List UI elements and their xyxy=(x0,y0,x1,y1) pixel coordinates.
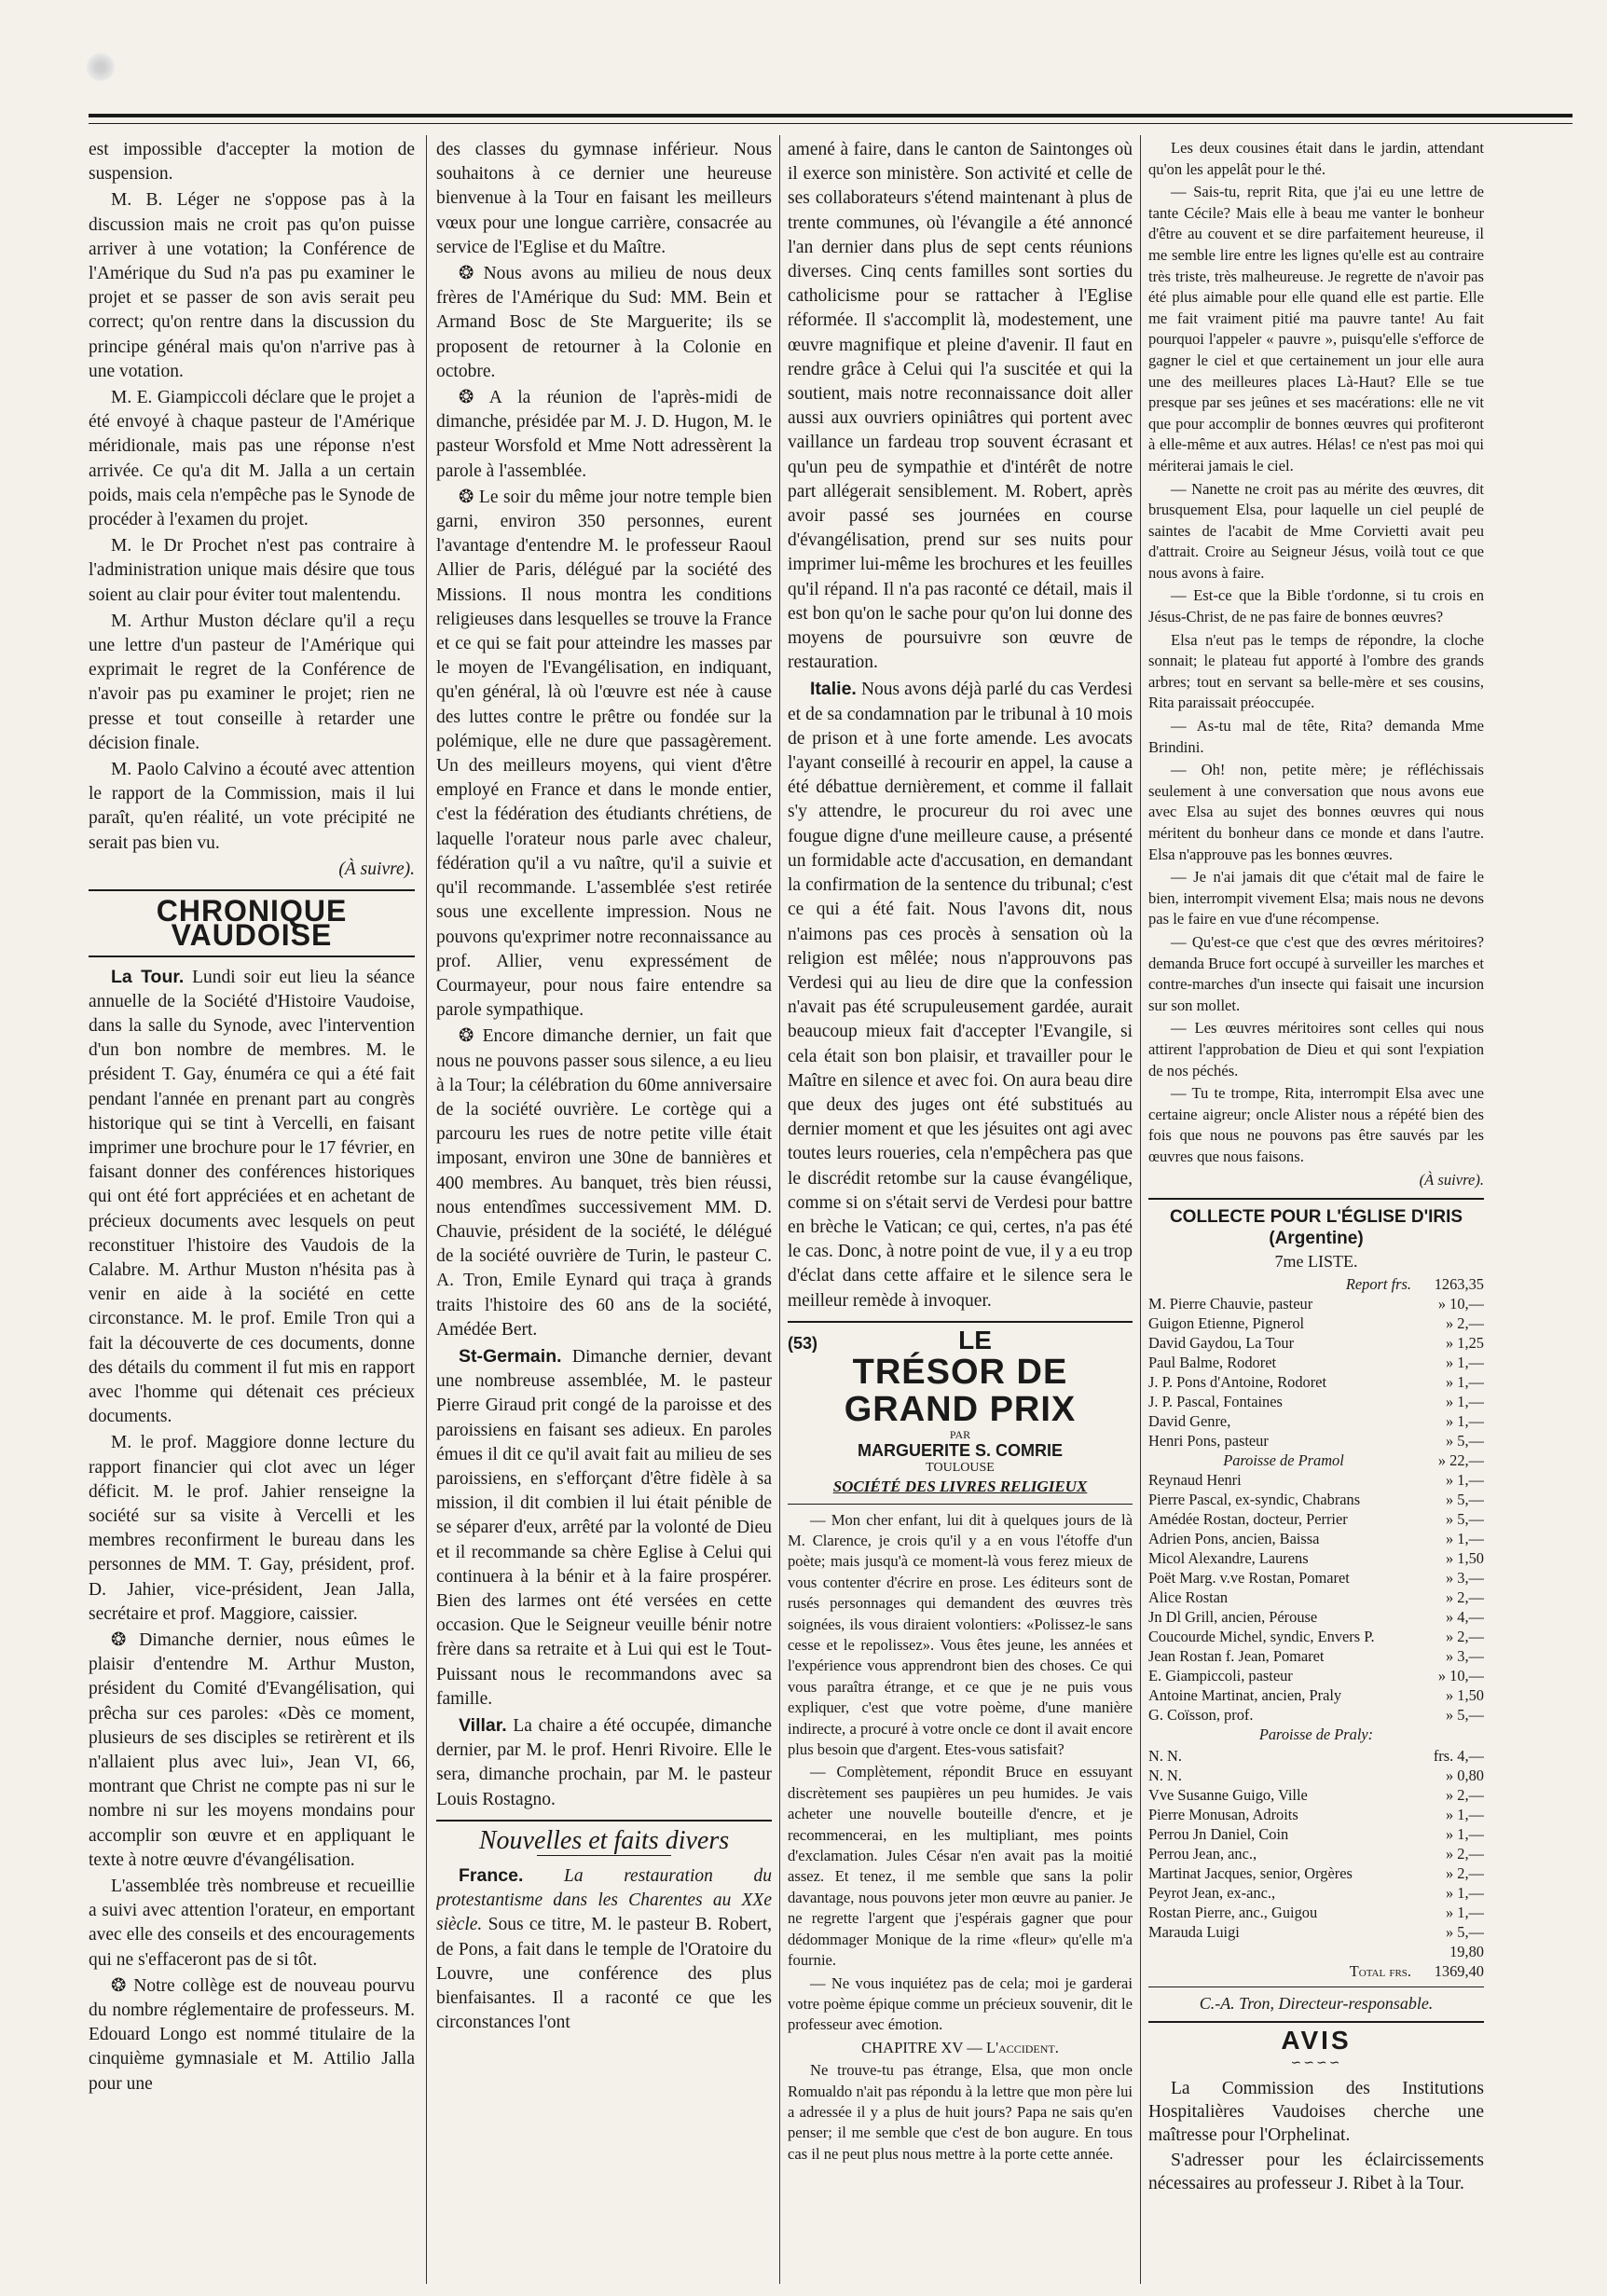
paragraph-text: La chaire a été occupée, dimanche dernier, par M. le prof. Henri Rivoire. Elle le sera, dimanche prochain, par M. le pasteur Louis Rostagno. xyxy=(436,1716,772,1809)
donor-row xyxy=(1148,1548,1484,1568)
donor-row xyxy=(1148,1903,1484,1922)
paragraph: — As-tu mal de tête, Rita? demanda Mme Brindini. xyxy=(1148,717,1484,756)
donor-row xyxy=(1148,1313,1484,1333)
donor-amount: » 3,— xyxy=(1446,1646,1484,1665)
place-label: La Tour. xyxy=(111,966,185,987)
paragraph: Ne trouve-tu pas étrange, Elsa, que mon oncle Romualdo n'ait pas répondu à la lettre que mon père lui a adressée il y a plus de huit jours? Papa ne sais qu'en penser; il me semble que c'est de bon augure. En tous cas il ne peut plus nous mettre à la porte cette année. xyxy=(788,2061,1133,2163)
section-rule xyxy=(89,889,415,891)
header-rule xyxy=(89,114,1573,117)
donor-row xyxy=(1148,1294,1484,1313)
total-row xyxy=(1148,1961,1484,1981)
donor-row xyxy=(1148,1863,1484,1883)
section-rule xyxy=(1148,1198,1484,1200)
donor-name: M. Pierre Chauvie, pasteur xyxy=(1148,1294,1313,1313)
paroisse-row xyxy=(1148,1450,1484,1470)
donor-row xyxy=(1148,1353,1484,1372)
donor-row xyxy=(1148,1607,1484,1627)
paragraph: — Qu'est-ce que c'est que des œvres méritoires? demanda Bruce fort occupé à surveiller les marches et contre-marches d'un insecte qui faisait une incursion sur son mollet. xyxy=(1148,932,1484,1014)
paragraph: — Mon cher enfant, lui dit à quelques jours de là M. Clarence, je crois qu'il y a en vous l'étoffe d'un poète; mais jusqu'à ce moment-là vous ferez mieux de vous contenter d'écrire en prose. Les éditeurs sont de rusés personnages qui demandent des œuvres très soignées, ils vous diraient volontiers: «Polissez-le sans cesse et le repolissez». Vous êtes jeune, les années et l'expérience vous apprendront bien des choses. Ce qui vous paraîtra étrange, et ce que je ne puis vous expliquer, c'est que votre poème, d'une manière indirecte, a procuré à votre oncle ce dont il avait encore plus besoin que d'argent. Etes-vous satisfait? xyxy=(788,1510,1133,1759)
donor-name: Vve Susanne Guigo, Ville xyxy=(1148,1785,1308,1804)
signature: C.-A. Tron, Directeur-responsable. xyxy=(1199,1993,1434,2013)
total-value: 1369,40 xyxy=(1434,1961,1484,1980)
donor-name: Paul Balme, Rodoret xyxy=(1148,1353,1277,1371)
feuilleton-publisher: SOCIÉTÉ DES LIVRES RELIGIEUX xyxy=(832,1478,1088,1496)
paragraph: — Tu te trompe, Rita, interrompit Elsa avec une certaine aigreur; oncle Alister nous a répété bien des fois que nous ne pouvons pas être sauvés par les œuvres que nous faisons. xyxy=(1148,1084,1484,1165)
column-divider xyxy=(426,135,427,2284)
place-label: Villar. xyxy=(459,1715,507,1736)
donor-row xyxy=(1148,1627,1484,1646)
donor-row xyxy=(1148,1490,1484,1509)
a-suivre: (À suivre). xyxy=(338,859,415,879)
donor-amount: » 5,— xyxy=(1446,1922,1484,1941)
feuilleton-par: PAR xyxy=(949,1428,971,1442)
donor-name: Poët Marg. v.ve Rostan, Pomaret xyxy=(1148,1568,1350,1587)
donor-amount: » 1,— xyxy=(1446,1372,1484,1391)
paragraph: M. E. Giampiccoli déclare que le projet a été envoyé à chaque pasteur de l'Amérique méridionale, mais pas une réponse n'est arrivée. Ce qu'a dit M. Jalla a un certain poids, mais cela n'empêche pas le Synode de procéder à l'examen du projet. xyxy=(89,388,415,530)
paragraph-text: Lundi soir eut lieu la séance annuelle de la Société d'Histoire Vaudoise, dans la salle du Synode, avec l'intervention d'un bon nombre de membres. M. le président T. Gay, énuméra ce qui a été fait pendant l'année en prenant part au congrès historique qui se tint à Vercelli, en faisant imprimer une brochure pour le 17 février, en faisant donner des conférences historiques qui ont été fort appréciées et en achetant de précieux documents avec lesquels on peut reconstituer l'histoire des Vaudois de la Calabre. M. Arthur Muston n'hésita pas à venir en aide à la société en cette circonstance. M. le prof. Emile Tron qui a fait la découverte de ces documents, donne des détails du comment il fut mis en rapport avec l'homme qui détenait ces précieux documents. xyxy=(89,967,415,1427)
praly-total-row xyxy=(1148,1942,1484,1961)
paragraph: ❂ Dimanche dernier, nous eûmes le plaisir d'entendre M. Arthur Muston, président du Comité d'Evangélisation, qui prêcha sur ces paroles: «Dès ce moment, plusieurs de ses disciples se retirèrent et ils n'allaient plus avec lui», Jean VI, 66, montrant que Christ ne compte pas ni sur le nombre ni sur les moyens mondains pour accomplir son œuvre et en appliquant le texte à notre œuvre d'évangélisation. xyxy=(89,1629,415,1870)
donor-row xyxy=(1148,1883,1484,1903)
donor-name: Alice Rostan xyxy=(1148,1588,1229,1606)
paragraph: amené à faire, dans le canton de Saintonges où il exerce son ministère. Son activité et celle de ses collaborateurs s'étend maintenant à plus de trente communes, où l'évangile a été annoncé l'an dernier dans plus de sept cents réunions diverses. Cinq cents familles sont sorties du catholicisme pour se rattacher à l'Eglise réformée. Il s'accomplit là, modestement, une œuvre magnifique et pleine d'avenir. Il faut en rendre grâce à Celui qui l'a suscitée et qui la soutient, mais notre reconnaissance doit aller aussi aux ouvriers opiniâtres qui portent avec vaillance un fardeau trop souvent écrasant et qu'un peu de sympathie et d'intérêt de notre part allégerait sensiblement. M. Robert, après avoir passé ses journées en course d'évangélisation, prend sur ses nuits pour imprimer lui-même les brochures et les feuilles qu'il répand. Il n'a pas raconté ce détail, mais il est bon qu'on le sache pour qu'on lui donne des moyens de poursuivre son œuvre de restauration. xyxy=(788,140,1133,673)
donor-amount: » 1,50 xyxy=(1446,1685,1484,1704)
paragraph: ❂ Notre collège est de nouveau pourvu du nombre réglementaire de professeurs. M. Edouard Longo est nommé titulaire de la cinquième gymnasiale et M. Attilio Jalla pour une xyxy=(89,1975,415,2094)
donor-row xyxy=(1148,1805,1484,1824)
collecte-title: COLLECTE POUR L'ÉGLISE D'IRIS (Argentine) xyxy=(1169,1207,1463,1248)
donor-row xyxy=(1148,1666,1484,1685)
donor-name: Coucourde Michel, syndic, Envers P. xyxy=(1148,1627,1375,1645)
donor-amount: » 1,— xyxy=(1446,1353,1484,1371)
donor-amount: frs. 4,— xyxy=(1433,1746,1484,1765)
donor-name: Adrien Pons, ancien, Baissa xyxy=(1148,1529,1320,1547)
donor-name: Reynaud Henri xyxy=(1148,1470,1242,1489)
paragraph-text: Sous ce titre, M. le pasteur B. Robert, de Pons, a fait dans le temple de l'Oratoire du Louvre, une conférence des plus bienfaisantes. Il a raconté ce que les circonstances l'ont xyxy=(436,1915,772,2033)
donor-name: N. N. xyxy=(1148,1746,1182,1765)
donor-name: Perrou Jn Daniel, Coin xyxy=(1148,1824,1289,1843)
donor-row xyxy=(1148,1568,1484,1588)
paragraph-stgermain xyxy=(436,1344,772,1712)
donor-row xyxy=(1148,1646,1484,1666)
report-row xyxy=(1148,1274,1484,1294)
section-rule xyxy=(89,956,415,957)
donor-amount: » 1,25 xyxy=(1446,1333,1484,1352)
donor-name: E. Giampiccoli, pasteur xyxy=(1148,1666,1293,1684)
paragraph: — Je n'ai jamais dit que c'était mal de faire le bien, interrompit vivement Elsa; mais nous ne devons pas le faire en vue d'une récompense. xyxy=(1148,868,1484,928)
paragraph: M. B. Léger ne s'oppose pas à la discussion mais ne croit pas qu'on puisse arriver à une votation; la Conférence de l'Amérique du Sud n'a pas pu examiner le projet et se passer de son avis serait peu correct; qu'on rentre dans la discussion du principe général mais qu'on n'arrive pas à une votation. xyxy=(89,190,415,381)
donor-amount: » 1,— xyxy=(1446,1470,1484,1489)
feuilleton xyxy=(788,1325,1133,2165)
donor-row xyxy=(1148,1333,1484,1353)
paragraph: ❂ A la réunion de l'après-midi de dimanche, présidée par M. J. D. Hugon, M. le pasteur Worsfold et Mme Nott adressèrent la parole à l'assemblée. xyxy=(436,388,772,481)
donor-name: Amédée Rostan, docteur, Perrier xyxy=(1148,1509,1348,1528)
paragraph: ❂ Nous avons au milieu de nous deux frères de l'Amérique du Sud: MM. Bein et Armand Bosc de Ste Marguerite; ils se proposent de retourner à la Colonie en octobre. xyxy=(436,264,772,381)
paragraph-france xyxy=(436,1863,772,2035)
donor-amount: » 5,— xyxy=(1446,1705,1484,1724)
paragraph: Les deux cousines était dans le jardin, attendant qu'on les appelât pour le thé. xyxy=(1148,139,1484,178)
donor-name: Henri Pons, pasteur xyxy=(1148,1431,1269,1450)
donor-row xyxy=(1148,1746,1484,1766)
donor-amount: » 5,— xyxy=(1446,1431,1484,1450)
donor-row xyxy=(1148,1529,1484,1548)
avis-paragraph: La Commission des Institutions Hospitalières Vaudoises cherche une maîtresse pour l'Orphelinat. xyxy=(1148,2078,1484,2145)
donor-name: Jean Rostan f. Jean, Pomaret xyxy=(1148,1646,1325,1665)
donor-list xyxy=(1148,1470,1484,1725)
section-title-chronique: CHRONIQUE VAUDOISE xyxy=(156,894,348,953)
paragraph-villar xyxy=(436,1713,772,1812)
donor-amount: » 1,— xyxy=(1446,1411,1484,1430)
paragraph-latour xyxy=(89,965,415,1430)
donor-name: Micol Alexandre, Laurens xyxy=(1148,1548,1309,1567)
ornament: ∽∽∽∽ xyxy=(1290,2056,1342,2071)
column-2 xyxy=(436,138,772,2282)
feuilleton-city: TOULOUSE xyxy=(926,1461,995,1476)
header-rule-thin xyxy=(89,123,1573,124)
donor-row xyxy=(1148,1844,1484,1863)
donor-name: Antoine Martinat, ancien, Praly xyxy=(1148,1685,1342,1704)
ink-blot xyxy=(86,52,116,82)
section-rule xyxy=(436,1820,772,1822)
praly-total: 19,80 xyxy=(1449,1942,1484,1960)
article-title: La restauration du protestantisme dans les Charentes au XXe siècle. xyxy=(436,1866,772,1935)
paragraph: — Nanette ne croit pas au mérite des œuvres, dit brusquement Elsa, pour laquelle un ciel peuplé de saintes de l'acabit de Mme Corvietti avait peu d'attrait. Croire au Seigneur Jésus, voilà tout ce que nous avons à faire. xyxy=(1148,479,1484,582)
avis-paragraph: S'adresser pour les éclaircissements nécessaires au professeur J. Ribet à la Tour. xyxy=(1148,2150,1484,2193)
donor-row xyxy=(1148,1392,1484,1411)
donor-amount: » 1,— xyxy=(1446,1903,1484,1921)
feuilleton-author: MARGUERITE S. COMRIE xyxy=(857,1441,1063,1461)
donor-name: J. P. Pascal, Fontaines xyxy=(1148,1392,1283,1410)
donor-name: G. Coïsson, prof. xyxy=(1148,1705,1254,1724)
donor-amount: » 1,— xyxy=(1446,1529,1484,1547)
donor-amount: » 0,80 xyxy=(1446,1766,1484,1784)
paragraph: M. le Dr Prochet n'est pas contraire à l'administration unique mais désire que tous soient au clair pour éviter tout malentendu. xyxy=(89,536,415,605)
donor-amount: » 10,— xyxy=(1437,1666,1484,1684)
donor-name: Perrou Jean, anc., xyxy=(1148,1844,1257,1863)
donor-amount: » 5,— xyxy=(1446,1490,1484,1508)
donor-row xyxy=(1148,1785,1484,1805)
donor-row xyxy=(1148,1470,1484,1490)
paragraph: M. le prof. Maggiore donne lecture du rapport financier qui clot avec un léger déficit. M. le prof. Jahier renseigne la société sur sa visite à Vercelli et les membres reconfirment le bureau dans les personnes de MM. T. Gay, président, prof. D. Jahier, vice-président, Jean Jalla, secrétaire et prof. Maggiore, caissier. xyxy=(89,1433,415,1624)
paragraph: est impossible d'accepter la motion de suspension. xyxy=(89,140,415,185)
donor-amount: » 1,— xyxy=(1446,1883,1484,1902)
place-label: Italie. xyxy=(810,679,857,700)
donor-row xyxy=(1148,1588,1484,1607)
paragraph: — Est-ce que la Bible t'ordonne, si tu crois en Jésus-Christ, de ne pas faire de bonnes œuvres? xyxy=(1148,586,1484,626)
paragraph-text: Nous avons déjà parlé du cas Verdesi et de sa condamnation par le tribunal à 10 mois de prison et à une forte amende. Les avocats l'ayant conseillé à recourir en appel, la cause a été débattue dernièrement, et comme il fallait s'y attendre, le procureur du roi avec une fougue digne d'une meilleure cause, a présenté un formidable acte d'accusation, en demandant la confirmation de la sentence du tribunal; c'est ce qui a été fait. Nous l'avons dit, nous n'aimons pas ces procès à sensation où la religion est mêlée; nous n'approuvons pas Verdesi qui au lieu de dire que la confession n'avait pas été scrupuleusement gardée, aurait beaucoup mieux fait d'accepter l'Evangile, si cela était son bon plaisir, et travailler pour le Maître en silence et avec foi. On aura beau dire que deux des juges ont été substitués au dernier moment et que les jésuites ont agi avec toutes leurs roueries, cela n'empêchera pas que le discrédit retombe sur la cause évangélique, comme si on s'était servi de Verdesi pour battre en brèche le Vatican; ce qui, certes, n'a pas été le cas. Donc, à notre point de vue, il y a eu trop d'éclat dans cette affaire et le silence sera le meilleur remède à invoquer. xyxy=(788,680,1133,1311)
rule xyxy=(788,1504,1133,1505)
total-label: Total frs. xyxy=(1349,1961,1411,1980)
paragraph: M. Paolo Calvino a écouté avec attention le rapport de la Commission, mais il lui paraît, qu'en réalité, un vote précipité ne serait pas bien vu. xyxy=(89,760,415,853)
paragraph: Elsa n'eut pas le temps de répondre, la cloche sonnait; le plateau fut apporté à l'ombre des grands arbres; tout en servant sa belle-mère et ses cousins, Rita paraissait préoccupée. xyxy=(1148,630,1484,712)
column-1 xyxy=(89,138,415,2282)
section-title-nouvelles: Nouvelles et faits divers xyxy=(478,1825,730,1855)
paragraph: ❂ Encore dimanche dernier, un fait que nous ne pouvons passer sous silence, a eu lieu à la Tour; la célébration du 60me anniversaire de la société ouvrière. Le cortège qui a parcouru les rues de notre petite ville était imposant, environ une 30ne de bannières et 400 membres. Au banquet, très bien réussi, nous entendîmes successivement MM. D. Chauvie, président de la société, le délégué de la société ouvrière de Turin, le pasteur C. A. Tron, Emile Eynard qui traça à grands traits l'histoire des 60 ans de la société, Amédée Bert. xyxy=(436,1026,772,1340)
donor-name: Jn Dl Grill, ancien, Pérouse xyxy=(1148,1607,1318,1626)
paroisse-label: Paroisse de Praly: xyxy=(1258,1725,1374,1743)
donor-row xyxy=(1148,1766,1484,1785)
avis-title: AVIS xyxy=(1281,2026,1352,2055)
paragraph: — Sais-tu, reprit Rita, que j'ai eu une lettre de tante Cécile? Mais elle à beau me vanter le bonheur d'être au couvent et se dire parfaitement heureuse, il me semble lire entre les lignes qu'elle est au contraire très triste, très malheureuse. Je regrette de n'avoir pas été plus aimable pour elle quand elle est partie. Elle me fait vraiment pitié ma pauvre tante! Au fait pourquoi l'appeler « pauvre », puisqu'elle s'efforce de gagner le ciel et que certainement un jour elle aura une des meilleures places Là-Haut? Elle se tue presque par ses jeûnes et ses macérations: elle ne vit que pour accomplir de bonnes œuvres qui profiteront à elle-même et aux autres. Hélas! ce n'est pas moi qui mériterai jamais le ciel. xyxy=(1148,183,1484,474)
paragraph: — Complètement, répondit Bruce en essuyant discrètement ses paupières un peu humides. Je vais acheter une nouvelle bouteille d'encre, et je recommencerai, en les multipliant, mes points d'exclamation. Jules César n'en avait pas la moitié assez. Et tenez, il me semble que sans la polir davantage, nous pouvons jeter mon œuvre au panier. Je ne regrette l'argent que j'espérais gagner que pour dédommager Monique de la rime «fleur» qu'elle m'a fournie. xyxy=(788,1763,1133,1970)
donor-name: David Gaydou, La Tour xyxy=(1148,1333,1295,1352)
donor-name: J. P. Pons d'Antoine, Rodoret xyxy=(1148,1372,1327,1391)
place-label: France. xyxy=(459,1865,524,1887)
donor-amount: » 2,— xyxy=(1446,1313,1484,1332)
paragraph-text: Dimanche dernier, devant une nombreuse assemblée, M. le pasteur Pierre Giraud prit congé de la paroisse et des paroissiens en faisant ses adieux. En paroles émues il dit ce qu'il avait fait au milieu de ses paroissiens, en s'efforçant d'être fidèle à sa mission, il dit combien il lui était pénible de se séparer d'eux, arrêté par la volonté de Dieu et il recommande sa chère Eglise à Celui qui continuera à la bénir et à la faire prospérer. Bien des larmes ont été versées en cette occasion. Que le Seigneur veuille bénir notre frère dans sa retraite et à Lui qui est le Tout-Puissant nous le recommandons avec sa famille. xyxy=(436,1346,772,1709)
column-3 xyxy=(788,138,1133,2282)
donor-name: Guigon Etienne, Pignerol xyxy=(1148,1313,1305,1332)
donor-amount: » 2,— xyxy=(1446,1627,1484,1645)
feuilleton-le: LE xyxy=(958,1325,992,1354)
paragraph: — Ne vous inquiétez pas de cela; moi je garderai votre poème épique comme un précieux souvenir, dit le professeur avec émotion. xyxy=(788,1973,1133,2034)
paroisse-label: Paroisse de Pramol xyxy=(1223,1450,1344,1469)
donor-amount: » 2,— xyxy=(1446,1588,1484,1606)
donor-name: Rostan Pierre, anc., Guigou xyxy=(1148,1903,1318,1921)
donor-amount: » 4,— xyxy=(1446,1607,1484,1626)
column-divider xyxy=(1140,135,1141,2284)
report-value: 1263,35 xyxy=(1434,1274,1484,1293)
donor-row xyxy=(1148,1705,1484,1725)
place-label: St-Germain. xyxy=(459,1345,562,1367)
paragraph-italie xyxy=(788,677,1133,1313)
donor-row xyxy=(1148,1685,1484,1705)
paragraph: — Oh! non, petite mère; je réfléchissais seulement à une conversation que nous avons eue avec Elsa au sujet des bonnes œuvres qui nous méritent du bonheur dans ce monde et dans l'autre. Elsa n'approuve pas les bonnes œuvres. xyxy=(1148,761,1484,863)
section-rule xyxy=(1148,2021,1484,2023)
donor-amount: » 2,— xyxy=(1446,1844,1484,1863)
donor-name: N. N. xyxy=(1148,1766,1182,1784)
column-4 xyxy=(1148,138,1484,2282)
donor-row xyxy=(1148,1509,1484,1529)
donor-name: David Genre, xyxy=(1148,1411,1231,1430)
donor-amount: » 2,— xyxy=(1446,1785,1484,1804)
section-rule xyxy=(788,1321,1133,1323)
paragraph: M. Arthur Muston déclare qu'il a reçu une lettre d'un pasteur de l'Amérique qui exprimait le regret de la Conférence de n'avoir pas pu examiner le projet; rien ne presse et tout conseille à retarder une décision finale. xyxy=(89,611,415,753)
paragraph: des classes du gymnase inférieur. Nous souhaitons à ce dernier une heureuse bienvenue à la Tour en faisant les meilleurs vœux pour une longue carrière, consacrée au service de l'Eglise et du Maître. xyxy=(436,140,772,257)
column-divider xyxy=(779,135,780,2284)
donor-amount: » 10,— xyxy=(1437,1294,1484,1313)
donor-amount: » 3,— xyxy=(1446,1568,1484,1587)
donor-row xyxy=(1148,1411,1484,1431)
donor-name: Peyrot Jean, ex-anc., xyxy=(1148,1883,1276,1902)
donor-amount: » 1,— xyxy=(1446,1392,1484,1410)
donor-amount: » 2,— xyxy=(1446,1863,1484,1882)
donor-amount: » 5,— xyxy=(1446,1509,1484,1528)
donor-row xyxy=(1148,1824,1484,1844)
donor-row xyxy=(1148,1372,1484,1392)
donor-name: Marauda Luigi xyxy=(1148,1922,1240,1941)
donor-amount: » 1,50 xyxy=(1446,1548,1484,1567)
donor-row xyxy=(1148,1431,1484,1450)
donor-amount: » 1,— xyxy=(1446,1824,1484,1843)
donor-amount: » 1,— xyxy=(1446,1805,1484,1823)
ornament-rule xyxy=(537,1855,671,1856)
donor-list xyxy=(1148,1746,1484,1942)
feuilleton-title: TRÉSOR DE GRAND PRIX xyxy=(844,1353,1077,1430)
paragraph: — Les œuvres méritoires sont celles qui nous attirent l'approbation de Dieu et qui sont l'expiation de nos péchés. xyxy=(1148,1019,1484,1079)
paragraph: ❂ Le soir du même jour notre temple bien garni, environ 350 personnes, eurent l'avantage d'entendre M. le professeur Raoul Allier de Paris, délégué par la société des Missions. Il nous montra les conditions religieuses dans lesquelles se trouve la France et ce qui se fait pour atteindre les masses par le moyen de l'Evangélisation, en indiquant, qu'en général, là où l'œuvre est née à cause des luttes contre le prêtre ou fondée sur la polémique, elle ne dure que passagèrement. Un des meilleurs moyens, qui vient d'être employé en France et dans le monde entier, c'est la fédération des étudiants chrétiens, de laquelle l'orateur nous parle avec chaleur, fédération qu'il a vu naître, qu'il a suivie et qu'il recommande. L'assemblée s'est retirée sous une excellente impression. Nous ne pouvons qu'exprimer notre reconnaissance au prof. Allier, venu expressément de Courmayeur, pour nous faire entendre sa parole sympathique. xyxy=(436,487,772,1021)
a-suivre: (À suivre). xyxy=(1419,1170,1484,1189)
donor-name: Martinat Jacques, senior, Orgères xyxy=(1148,1863,1353,1882)
paragraph: L'assemblée très nombreuse et recueillie a suivi avec attention l'orateur, en emportant avec elle des conseils et des encouragements qui ne s'effaceront pas de si tôt. xyxy=(89,1877,415,1970)
donor-name: Pierre Pascal, ex-syndic, Chabrans xyxy=(1148,1490,1361,1508)
donor-row xyxy=(1148,1922,1484,1942)
report-label: Report frs. xyxy=(1345,1274,1411,1293)
chapter-heading: CHAPITRE XV — L'accident. xyxy=(861,2038,1059,2056)
paroisse-total: » 22,— xyxy=(1437,1450,1484,1469)
donor-name: Pierre Monusan, Adroits xyxy=(1148,1805,1298,1823)
feuilleton-number: (53) xyxy=(788,1333,818,1353)
donor-list xyxy=(1148,1294,1484,1450)
liste-number: 7me LISTE. xyxy=(1274,1252,1358,1272)
